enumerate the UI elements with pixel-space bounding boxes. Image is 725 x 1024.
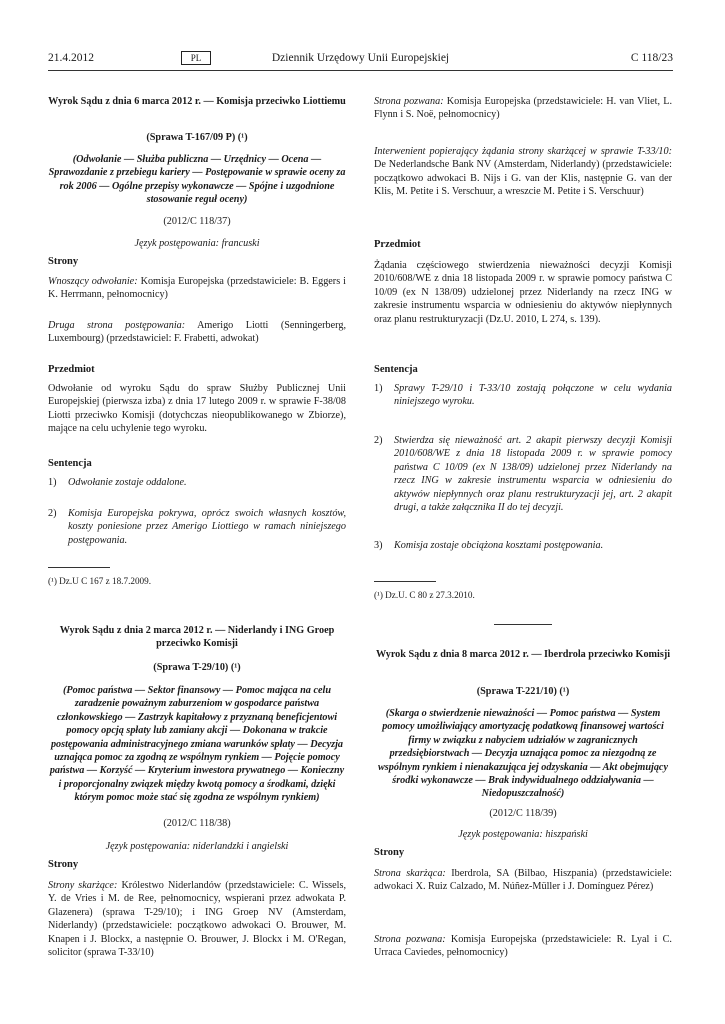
header-divider (48, 70, 673, 71)
case3-parties-heading: Strony (374, 847, 405, 858)
page-header (48, 52, 673, 68)
case1-language: Język postępowania: francuski (134, 238, 260, 249)
case2-operative-item: 2) Stwierdza się nieważność art. 2 akapit pierwszy decyzji Komisji 2010/608/WE z dnia 18 listopada 2009 r. w sprawie pomocy państwa C 10/09 (ex N 138/09) udzielonej przez Niderlandy na rzecz ING w zakresie instrumentu wsparcia w odniesieniu do aktywów niepłynnych oraz planu restrukturyzacji jej, art. 2 akapit drugi, a także załącznika II do tej decyzji. (374, 435, 672, 514)
case2-keywords: (Pomoc państwa — Sektor finansowy — Pomoc mająca na celu zaradzenie poważnym zaburzeniom w gospodarce państwa członkowskiego — Zastrzyk kapitałowy z przyznaną beneficjentowi pomocy opcją spłaty lub zamiany akcji — Dokonana w trakcie postępowania administracyjnego zmiana warunków spłaty — Decyzja uznająca pomoc za zgodną ze wspólnym rynkiem — Pojęcie pomocy państwa — Korzyść — Kryterium inwestora prywatnego — Konieczny i proporcjonalny związek między kwotą pomocy a środkami, dzięki którym pomoc może stać się zgodna ze wspólnym rynkiem) (49, 685, 345, 804)
case2-subject: Żądania częściowego stwierdzenia nieważności decyzji Komisji 2010/608/WE z dnia 18 listopada 2009 r. w sprawie pomocy państwa C 10/09 (ex N 138/09) udzielonej przez Niderlandy na rzecz ING w zakresie instrumentu wsparcia w odniesieniu do aktywów niepłynnych oraz planu restrukturyzacji (Dz.U. 2010, L 274, s. 139). (374, 260, 672, 325)
case1-subject-heading: Przedmiot (48, 364, 95, 375)
case2-operative-heading: Sentencja (374, 364, 418, 375)
case1-subject: Odwołanie od wyroku Sądu do spraw Służby Publicznej Unii Europejskiej (pierwsza izba) z dnia 17 lutego 2009 r. w sprawie F-38/08 Liotti przeciwko Komisji (dotychczas nieopublikowanego w Zbiorze), mające na celu uchylenie tego wyroku. (48, 383, 346, 435)
footnote-separator (48, 567, 110, 568)
case3-defendant: Strona pozwana: Komisja Europejska (przedstawiciele: R. Lyal i C. Urraca Caviedes, pełnomocnicy) (374, 934, 672, 959)
case3-reference: (2012/C 118/39) (489, 808, 557, 819)
publication-date: 21.4.2012 (48, 52, 94, 64)
case2-subject-heading: Przedmiot (374, 239, 421, 250)
case2-reference: (2012/C 118/38) (163, 818, 231, 829)
case1-operative-item: 2) Komisja Europejska pokrywa, oprócz swoich własnych kosztów, koszty poniesione przez Amerigo Liottiego w ramach niniejszego postępowania. (48, 508, 346, 546)
case-separator (494, 624, 552, 625)
case2-applicants: Strony skarżące: Królestwo Niderlandów (przedstawiciele: C. Wissels, Y. de Vries i M. de Ree, pełnomocnicy, wspierani przez adwokata P. Glazenera) (sprawa T-29/10); i ING Groep NV (Amsterdam, Niderlandy) (przedstawiciele: początkowo adwokaci O. Brouwer, M. Knapen i J. Blockx, a następnie O. Brouwer, J. Blockx i M. O'Regan, solicitor (sprawa T-33/10) (48, 880, 346, 959)
case2-operative-item: 1) Sprawy T-29/10 i T-33/10 zostają połączone w celu wydania niniejszego wyroku. (374, 383, 672, 408)
journal-title: Dziennik Urzędowy Unii Europejskiej (271, 52, 450, 64)
case1-reference: (2012/C 118/37) (163, 216, 231, 227)
case1-operative-item: 1) Odwołanie zostaje oddalone. (48, 477, 187, 488)
case3-applicant: Strona skarżąca: Iberdrola, SA (Bilbao, Hiszpania) (przedstawiciele: adwokaci X. Ruiz Calzado, M. Núñez-Müller i J. Domínguez Pérez) (374, 868, 672, 893)
case1-title: Wyrok Sądu z dnia 6 marca 2012 r. — Komisja przeciwko Liottiemu (48, 96, 346, 107)
case2-number: (Sprawa T-29/10) (¹) (153, 662, 241, 673)
case1-operative-heading: Sentencja (48, 458, 92, 469)
case1-other-party: Druga strona postępowania: Amerigo Liotti (Senningerberg, Luxembourg) (przedstawiciel: F. Frabetti, adwokat) (48, 320, 346, 345)
case1-number: (Sprawa T-167/09 P) (¹) (146, 132, 248, 143)
page-number: C 118/23 (630, 52, 673, 64)
language-badge: PL (181, 51, 211, 65)
case2-language: Język postępowania: niderlandzki i angielski (105, 841, 289, 852)
case2-parties-heading: Strony (48, 859, 79, 870)
case1-footnote: (¹) Dz.U C 167 z 18.7.2009. (48, 576, 152, 586)
case2-footnote: (¹) Dz.U. C 80 z 27.3.2010. (374, 590, 475, 600)
case1-appellant: Wnoszący odwołanie: Komisja Europejska (przedstawiciele: B. Eggers i K. Herrmann, pełnomocnicy) (48, 276, 346, 301)
case2-operative-item: 3) Komisja zostaje obciążona kosztami postępowania. (374, 540, 604, 551)
case2-intervener: Interwenient popierający żądania strony skarżącej w sprawie T-33/10: De Nederlandsche Bank NV (Amsterdam, Niderlandy) (przedstawiciele: początkowo adwokaci B. Nijs i G. van der Klis, następnie G. van der Klis, M. Petite i S. Verschuur, a wreszcie M. Petite i S. Verschuur) (374, 146, 672, 198)
case3-language: Język postępowania: hiszpański (458, 829, 588, 840)
case2-defendant: Strona pozwana: Komisja Europejska (przedstawiciele: H. van Vliet, L. Flynn i S. Noë, pełnomocnicy) (374, 96, 672, 121)
case3-number: (Sprawa T-221/10) (¹) (476, 686, 570, 697)
case3-title: Wyrok Sądu z dnia 8 marca 2012 r. — Iberdrola przeciwko Komisji (375, 649, 671, 660)
footnote-separator (374, 581, 436, 582)
case2-title: Wyrok Sądu z dnia 2 marca 2012 r. — Niderlandy i ING Groep przeciwko Komisji (59, 625, 335, 650)
case1-parties-heading: Strony (48, 256, 79, 267)
case1-keywords: (Odwołanie — Służba publiczna — Urzędnicy — Ocena — Sprawozdanie z przebiegu kariery — Postępowanie w sprawie oceny za rok 2006 — Ogólne przepisy wykonawcze — Spójne i uzgodnione stosowanie reguł oceny) (48, 154, 346, 206)
case3-keywords: (Skarga o stwierdzenie nieważności — Pomoc państwa — System pomocy umożliwiający amortyzację podatkową finansowej wartości firmy w związku z nabyciem udziałów w zagranicznych przedsiębiorstwach — Decyzja uznająca pomoc za niezgodną ze wspólnym rynkiem i nienakazująca jej odzyskania — Akt obejmujący środki wykonawcze — Brak indywidualnego oddziaływania — Niedopuszczalność) (378, 708, 668, 800)
